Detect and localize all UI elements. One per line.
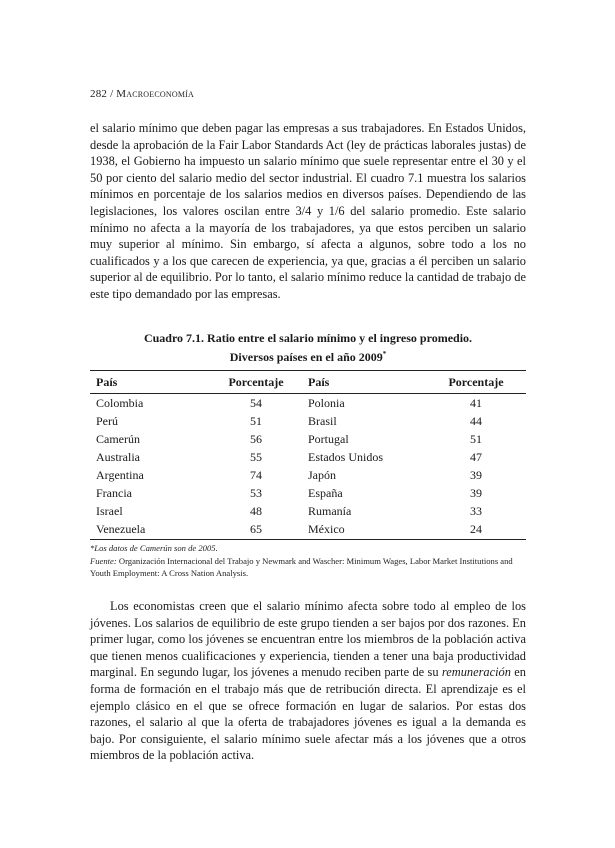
percentage-cell: 44 [470, 413, 482, 428]
percentage-cell: 51 [250, 413, 262, 428]
header-separator: / [110, 88, 114, 100]
percentage-cell: 53 [250, 486, 262, 501]
country-cell: Israel [96, 504, 123, 519]
minimum-wage-table [90, 370, 526, 540]
running-head [90, 88, 194, 100]
country-cell: Argentina [96, 467, 144, 482]
table-row [90, 430, 526, 448]
table-row [90, 521, 526, 540]
table-row [90, 448, 526, 466]
table-caption [90, 330, 526, 365]
percentage-cell: 51 [470, 431, 482, 446]
table-row [90, 394, 526, 413]
column-header-percentage: Porcentaje [426, 371, 526, 394]
column-header-country: País [302, 371, 426, 394]
country-cell: Rumanía [308, 504, 352, 519]
table-header-row [90, 371, 526, 394]
country-cell: España [308, 486, 343, 501]
paragraph-2 [90, 598, 526, 764]
percentage-cell: 56 [250, 431, 262, 446]
country-cell: México [302, 521, 426, 540]
country-cell: Perú [96, 413, 118, 428]
caption-footnote-mark: * [382, 350, 387, 358]
column-header-percentage: Porcentaje [210, 371, 302, 394]
percentage-cell: 24 [426, 521, 526, 540]
percentage-cell: 39 [470, 486, 482, 501]
paragraph-2-part-2: en forma de formación en el trabajo más que de retribución directa. El aprendizaje es el ejemplo clásico en el que se ofrece formación en lugar de salarios. Por estas dos razones, el salario al que la oferta de trabajadores jóvenes es igual a la demanda es bajo. Por consiguiente, el salario mínimo suele afectar más a los jóvenes que a otros miembros de la población activa. [90, 665, 526, 763]
percentage-cell: 41 [470, 395, 482, 410]
caption-line-2 [90, 346, 526, 365]
country-cell: Colombia [96, 395, 144, 410]
percentage-cell: 33 [470, 504, 482, 519]
country-cell: Camerún [96, 431, 140, 446]
table-footnote: *Los datos de Camerún son de 2005. [90, 543, 218, 553]
source-label: Fuente: [90, 556, 117, 567]
table-notes [90, 543, 526, 581]
caption-line-1: Cuadro 7.1. Ratio entre el salario mínimo y el ingreso promedio. [143, 331, 473, 345]
percentage-cell: 48 [250, 504, 262, 519]
table-row [90, 503, 526, 521]
table-row [90, 466, 526, 484]
caption-line-2-text: Diversos países en el año 2009 [229, 350, 383, 364]
percentage-cell: 47 [470, 449, 482, 464]
percentage-cell: 55 [250, 449, 262, 464]
country-cell: Portugal [308, 431, 349, 446]
table-row [90, 412, 526, 430]
country-cell: Francia [96, 486, 132, 501]
percentage-cell: 39 [470, 467, 482, 482]
country-cell: Venezuela [90, 521, 210, 540]
source-text: Organización Internacional del Trabajo y Newmark and Wascher: Minimum Wages, Labor Market Institutions and Youth Employment: A Cross Nation Analysis. [90, 556, 513, 578]
country-cell: Polonia [308, 395, 345, 410]
book-title: Macroeconomía [116, 88, 194, 100]
country-cell: Australia [96, 449, 140, 464]
paragraph-2-part-1: Los economistas creen que el salario mínimo afecta sobre todo al empleo de los jóvenes. Los salarios de equilibrio de este grupo tienden a ser bajos por dos razones. En primer lugar, como los jóvenes se encuentran entre los miembros de la población activa que tienen menos cualificaciones y experiencia, tienden a tener una baja productividad marginal. En segundo lugar, los jóvenes a menudo reciben parte de su [90, 599, 526, 680]
emphasized-term: remuneración [441, 665, 511, 680]
percentage-cell: 74 [250, 467, 262, 482]
country-cell: Brasil [308, 413, 337, 428]
paragraph-1: el salario mínimo que deben pagar las empresas a sus trabajadores. En Estados Unidos, desde la aprobación de la Fair Labor Standards Act (ley de prácticas laborales justas) de 1938, el Gobierno ha impuesto un salario mínimo que suele representar entre el 30 y el 50 por ciento del salario medio del sector industrial. El cuadro 7.1 muestra los salarios mínimos en porcentaje de los salarios medios en diversos países. Dependiendo de las legislaciones, los valores oscilan entre 3/4 y 1/6 del salario promedio. Este salario mínimo no afecta a la mayoría de los trabajadores, ya que estos perciben un salario muy superior al mínimo. Sin embargo, sí afecta a algunos, sobre todo a los no cualificados y a los que carecen de experiencia, ya que, gracias a él perciben un salario superior al de equilibrio. Por lo tanto, el salario mínimo reduce la cantidad de trabajo de este tipo demandado por las empresas. [90, 121, 526, 301]
table-source [90, 556, 526, 579]
country-cell: Estados Unidos [308, 449, 383, 464]
percentage-cell: 54 [250, 395, 262, 410]
column-header-country: País [90, 371, 210, 394]
country-cell: Japón [308, 467, 336, 482]
page-number: 282 [90, 88, 108, 100]
table-row [90, 484, 526, 502]
percentage-cell: 65 [210, 521, 302, 540]
